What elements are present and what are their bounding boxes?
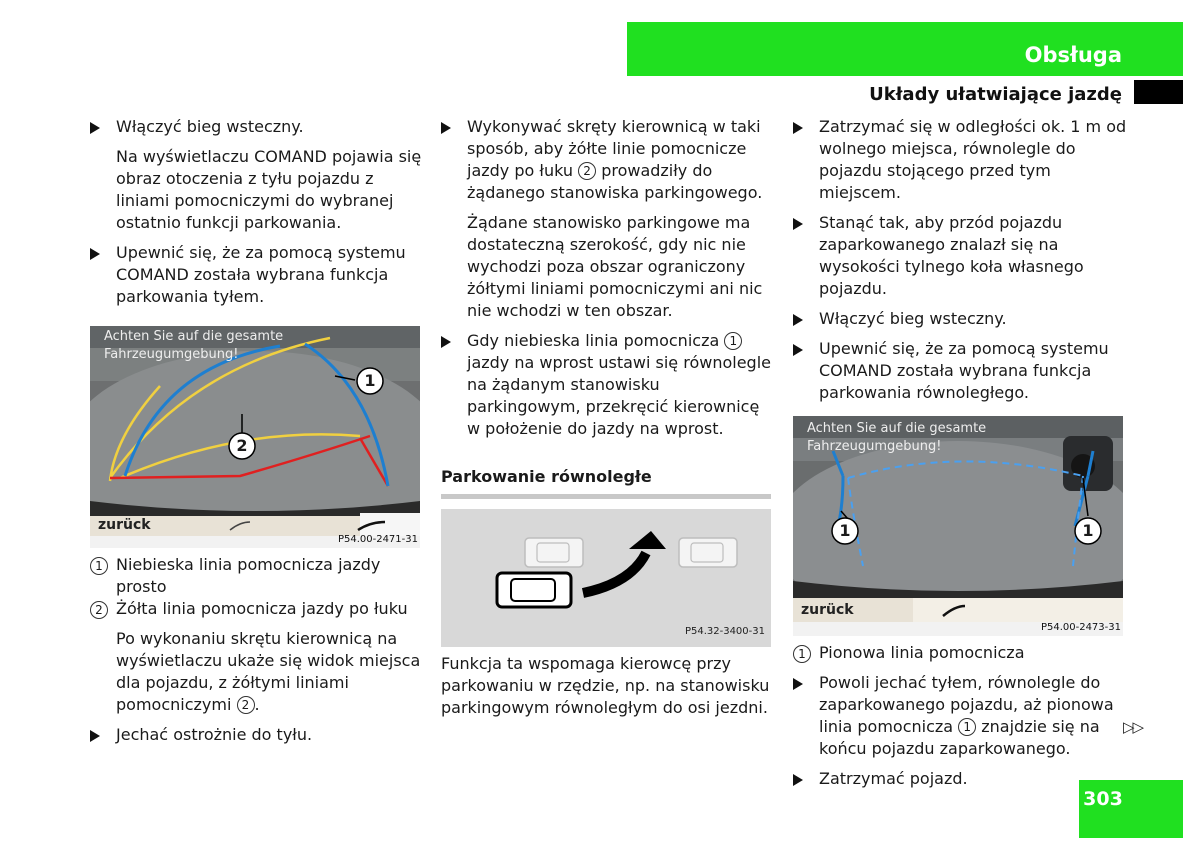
section-heading: Parkowanie równoległe [441,466,771,499]
bullet-triangle-icon [793,774,803,786]
bullet-triangle-icon [793,344,803,356]
continue-arrows-icon: ▷▷ [1123,718,1143,736]
paragraph: Funkcja ta wspomaga kierowcę przy parkowaniu w rzędzie, np. na stanowisku parkingowym równoległym do osi jezdni. [441,654,770,717]
instruction-step: Upewnić się, że za pomocą systemu COMAND została wybrana funkcja parkowania tyłem. [90,242,425,308]
bullet-triangle-icon [90,122,100,134]
figure-code: P54.00-2471-31 [337,534,418,545]
instruction-step: Włączyć bieg wsteczny. [90,116,425,138]
bullet-triangle-icon [90,730,100,742]
rear-camera-figure-parallel [793,416,1123,636]
paragraph: Żądane stanowisko parkingowe ma dostateczną szerokość, gdy nic nie wychodzi poza obszar ograniczony żółtymi liniami pomocniczymi ani nic nie wchodzi w ten obszar. [467,213,763,320]
instruction-step: Jechać ostrożnie do tyłu. [90,724,425,746]
marker-1-right: 1 [1082,521,1094,540]
marker-2: 2 [236,436,248,455]
paragraph: Na wyświetlaczu COMAND pojawia się obraz otoczenia z tyłu pojazdu z liniami pomocniczymi do wybranej ostatnio funkcji parkowania. [116,147,422,232]
camera-warning-banner: Achten Sie auf die gesamte Fahrzeugumgebung! [104,329,284,362]
back-button: zurück [98,517,151,533]
callout-ref: 1 [724,332,742,350]
bullet-triangle-icon [793,678,803,690]
bullet-triangle-icon [793,314,803,326]
callout-number: 2 [90,601,108,619]
column-3 [793,116,1129,798]
camera-warning-banner: Achten Sie auf die gesamte Fahrzeugumgebung! [807,421,987,454]
section-title: Obsługa [1024,43,1122,67]
marker-1: 1 [839,521,851,540]
instruction-step: Powoli jechać tyłem, równolegle do zaparkowanego pojazdu, aż pionowa linia pomocnicza 1 znajdzie się na końcu pojazdu zaparkowanego. [793,672,1129,760]
back-button: zurück [801,602,854,618]
column-1 [90,116,425,754]
bullet-triangle-icon [793,218,803,230]
subsection-title: Układy ułatwiające jazdę [869,84,1122,105]
column-2 [441,116,771,719]
instruction-step: Wykonywać skręty kierownicą w taki sposób, aby żółte linie pomocnicze jazdy po łuku 2 prowadziły do żądanego stanowiska parkingowego. [441,116,771,204]
instruction-step: Zatrzymać się w odległości ok. 1 m od wolnego miejsca, równolegle do pojazdu stojącego przed tym miejscem. [793,116,1129,204]
figure-code: P54.32-3400-31 [684,626,765,637]
bullet-triangle-icon [90,248,100,260]
parallel-parking-diagram [441,509,771,647]
callout-ref: 2 [578,162,596,180]
callout-ref: 2 [237,696,255,714]
legend-item: 1 Pionowa linia pomocnicza [793,642,1129,664]
thumb-index-marker [1134,80,1183,104]
instruction-step: Włączyć bieg wsteczny. [793,308,1129,330]
figure-code: P54.00-2473-31 [1040,622,1121,633]
callout-number: 1 [793,645,811,663]
rear-camera-figure-reverse [90,326,420,548]
legend-item: 1 Niebieska linia pomocnicza jazdy prosto [90,554,425,598]
instruction-step: Upewnić się, że za pomocą systemu COMAND została wybrana funkcja parkowania równoległego. [793,338,1129,404]
bullet-triangle-icon [441,122,451,134]
paragraph: Po wykonaniu skrętu kierownicą na wyświetlaczu ukaże się widok miejsca dla pojazdu, z żółtymi liniami pomocniczymi 2 . [116,629,421,714]
bullet-triangle-icon [441,336,451,348]
legend-item: 2 Żółta linia pomocnicza jazdy po łuku [90,598,425,620]
instruction-step: Gdy niebieska linia pomocnicza 1 jazdy na wprost ustawi się równolegle na żądanym stanowisku parkingowym, przekręcić kierownicę w położenie do jazdy na wprost. [441,330,771,440]
page-number: 303 [1083,788,1123,810]
marker-1: 1 [364,371,376,390]
instruction-step: Stanąć tak, aby przód pojazdu zaparkowanego znalazł się na wysokości tylnego koła własnego pojazdu. [793,212,1129,300]
instruction-step: Zatrzymać pojazd. [793,768,1129,790]
bullet-triangle-icon [793,122,803,134]
callout-number: 1 [90,557,108,575]
callout-ref: 1 [958,718,976,736]
